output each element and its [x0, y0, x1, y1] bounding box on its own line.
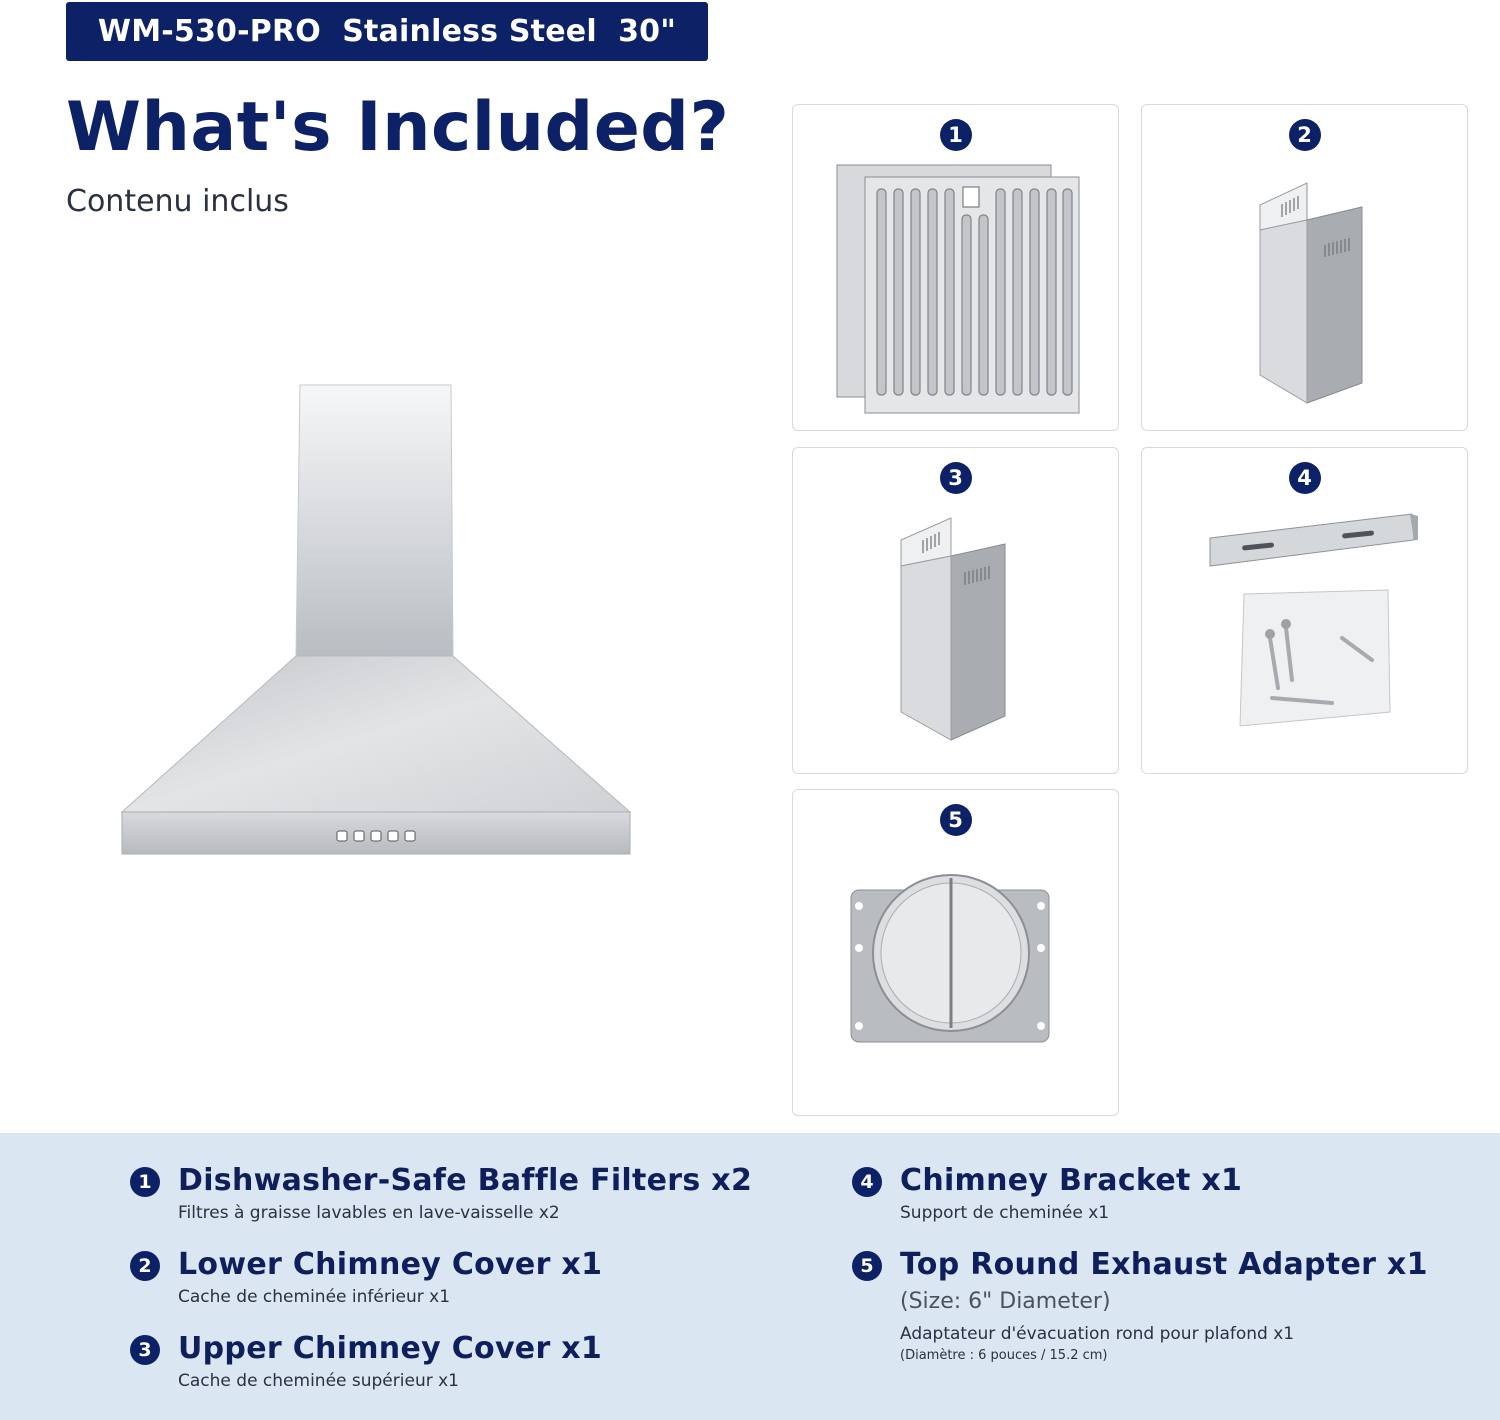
legend-badge: 2 — [130, 1251, 160, 1281]
legend-title: Lower Chimney Cover x1 — [178, 1247, 603, 1282]
part-number-badge: 4 — [1289, 462, 1321, 494]
legend-item-3 — [130, 1331, 810, 1401]
legend-item-1 — [130, 1163, 810, 1233]
legend-item-4 — [852, 1163, 1472, 1233]
part-card-3 — [792, 447, 1119, 774]
legend-subtitle: Support de cheminée x1 — [900, 1203, 1110, 1223]
legend-subtitle: Adaptateur d'évacuation rond pour plafond x1 — [900, 1324, 1295, 1344]
legend-size: (Size: 6" Diameter) — [900, 1289, 1111, 1314]
exhaust-adapter-image — [793, 790, 1120, 1117]
upper-chimney-cover-image — [793, 448, 1120, 775]
part-card-5 — [792, 789, 1119, 1116]
legend-item-2 — [130, 1247, 810, 1317]
part-number-badge: 1 — [940, 119, 972, 151]
legend-item-5 — [852, 1247, 1472, 1397]
legend-title: Chimney Bracket x1 — [900, 1163, 1243, 1198]
legend-badge: 5 — [852, 1251, 882, 1281]
part-card-1 — [792, 104, 1119, 431]
range-hood-image — [100, 370, 660, 870]
legend-title: Dishwasher-Safe Baffle Filters x2 — [178, 1163, 753, 1198]
page-subtitle: Contenu inclus — [66, 184, 289, 219]
legend-subtitle: Cache de cheminée supérieur x1 — [178, 1371, 459, 1391]
legend-subtitle: Cache de cheminée inférieur x1 — [178, 1287, 451, 1307]
legend-title: Top Round Exhaust Adapter x1 — [900, 1247, 1428, 1282]
lower-chimney-cover-image — [1142, 105, 1469, 432]
part-card-4 — [1141, 447, 1468, 774]
chimney-bracket-image — [1142, 448, 1469, 775]
parts-legend — [0, 1133, 1500, 1420]
legend-badge: 3 — [130, 1335, 160, 1365]
page-title: What's Included? — [66, 88, 730, 167]
legend-subtitle: Filtres à graisse lavables en lave-vaisselle x2 — [178, 1203, 560, 1223]
part-number-badge: 3 — [940, 462, 972, 494]
legend-title: Upper Chimney Cover x1 — [178, 1331, 603, 1366]
legend-badge: 4 — [852, 1167, 882, 1197]
part-number-badge: 5 — [940, 804, 972, 836]
part-card-2 — [1141, 104, 1468, 431]
baffle-filters-image — [793, 105, 1120, 432]
model-banner: WM-530-PRO Stainless Steel 30" — [66, 2, 708, 61]
legend-size-fr: (Diamètre : 6 pouces / 15.2 cm) — [900, 1348, 1108, 1363]
part-number-badge: 2 — [1289, 119, 1321, 151]
legend-badge: 1 — [130, 1167, 160, 1197]
